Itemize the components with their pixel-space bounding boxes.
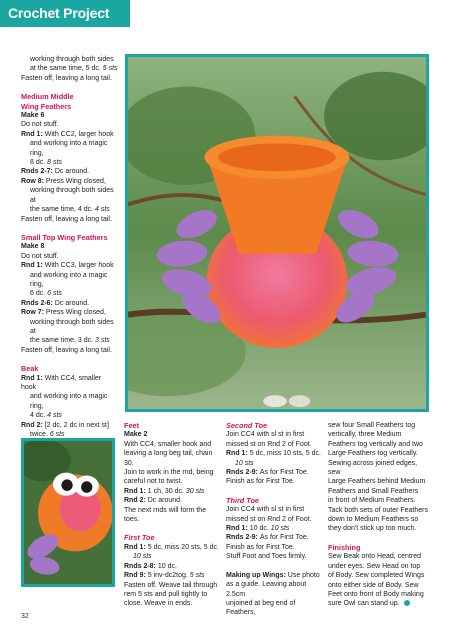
line-text: missed st on Rnd 2 of Foot. (226, 515, 312, 523)
page-number: 32 (21, 613, 29, 620)
pattern-line (124, 581, 220, 590)
pattern-line (21, 411, 118, 420)
pattern-line (226, 524, 321, 533)
round-label: Rnds 2-9: (226, 534, 260, 542)
line-text: Join CC4 with sl st in first (226, 506, 305, 514)
pattern-line (226, 552, 321, 561)
line-text: Fasten off, leaving a long tail. (21, 346, 112, 354)
pattern-line (21, 64, 118, 73)
pattern-line (21, 111, 118, 120)
line-text: 5 dc, miss 10 sts, 5 dc. (249, 450, 321, 458)
pattern-line (21, 299, 118, 308)
pattern-line (226, 515, 321, 524)
line-text: working through both sides at (30, 187, 114, 204)
line-text: 5 inv-dc2tog. (147, 572, 190, 580)
pattern-line (328, 440, 430, 449)
pattern-line (328, 421, 430, 430)
round-label: Rnd 1: (21, 262, 45, 270)
stitch-count: 10 sts (133, 553, 152, 561)
line-text: down to Medium Feathers so (328, 516, 419, 524)
line-text: Make 6 (21, 112, 45, 120)
section-heading (226, 421, 321, 430)
round-label: Rnd 1: (226, 525, 250, 533)
line-text: 8 dc. (30, 159, 48, 167)
pattern-line (226, 459, 321, 468)
pattern-line (124, 430, 220, 439)
pattern-line (328, 459, 430, 478)
pattern-line (124, 496, 220, 505)
end-mark-icon (404, 600, 410, 606)
pattern-line (21, 55, 118, 64)
line-text: Join CC4 with sl st in first (226, 431, 305, 439)
line-text: onto either side of Body. Sew (328, 581, 419, 589)
pattern-line (21, 177, 118, 186)
pattern-line (124, 571, 220, 580)
line-text: Join to work in the rnd, being (124, 469, 214, 477)
line-text: careful not to twist. (124, 478, 183, 486)
pattern-line (328, 515, 430, 524)
line-text: at the same time, 5 dc. (30, 65, 103, 73)
pattern-line (328, 430, 430, 439)
line-text: under eyes. Sew Head on top (328, 562, 421, 570)
line-text: Feathers and Small Feathers (328, 487, 419, 495)
line-text: Make 2 (124, 431, 148, 439)
pattern-line (124, 599, 220, 608)
line-text: Fasten off, leaving a long tail. (21, 215, 112, 223)
line-text: Fasten off, leaving a long tail. (21, 74, 112, 82)
line-text: Dc around. (147, 497, 182, 505)
round-label: Rnd 1: (21, 374, 45, 382)
pattern-line (226, 505, 321, 514)
round-label: Rnds 2-6: (21, 299, 55, 307)
line-text: Make 8 (21, 243, 45, 251)
pattern-line (226, 430, 321, 439)
line-text: Finish as for First Toe. (226, 543, 295, 551)
pattern-line (226, 571, 321, 580)
pattern-line (328, 496, 430, 505)
line-text: Large Feathers tog vertically. (328, 450, 418, 458)
line-text: Use photo (287, 571, 320, 579)
pattern-line (226, 449, 321, 458)
line-text: With CC4, smaller hook and (124, 440, 212, 448)
pattern-line (21, 336, 118, 345)
line-text: Feet (124, 421, 140, 430)
round-label: Rnd 2: (124, 497, 148, 505)
owl-photo-detail (21, 438, 115, 587)
pattern-line (124, 477, 220, 486)
round-label: Rnds 2-9: (226, 469, 260, 477)
pattern-line (21, 215, 118, 224)
line-text: With CC2, larger hook (44, 130, 114, 138)
line-text: they don't stick up too much. (328, 525, 417, 533)
pattern-line (21, 158, 118, 167)
line-text: Finish as for First Toe. (226, 478, 295, 486)
section-heading (328, 543, 430, 552)
line-text: [2 dc, 2 dc in next st] (44, 421, 109, 429)
round-label: Row 7: (21, 309, 46, 317)
paragraph-gap (226, 562, 321, 571)
line-text: Press Wing closed, (45, 177, 106, 185)
owl-photo-main (125, 54, 429, 412)
stitch-count: 6 sts (49, 431, 65, 439)
stitch-count: 8 sts (47, 159, 62, 167)
line-text: Tack both sets of outer Feathers (328, 506, 428, 514)
line-text: Beak (21, 364, 39, 374)
line-text: 1 ch, 30 dc. (147, 487, 186, 495)
pattern-column-2 (124, 421, 220, 609)
line-text: As for First Toe. (259, 469, 309, 477)
line-text: Do not stuff. (21, 121, 59, 129)
pattern-line (328, 581, 430, 590)
line-text: Do not stuff. (21, 252, 59, 260)
line-text: Dc around. (54, 168, 90, 176)
pattern-line (21, 130, 118, 139)
paragraph-gap (21, 224, 118, 233)
line-text: 10 dc. (249, 525, 271, 533)
round-label: Rnd 9: (124, 572, 148, 580)
pattern-line (21, 167, 118, 176)
paragraph-gap (328, 534, 430, 543)
line-text: Small Top Wing Feathers (21, 232, 108, 242)
line-text: in front of Medium Feathers. (328, 497, 416, 505)
round-label: Rnds 2-8: (124, 562, 158, 570)
line-text: as a guide. Leaving about 2.5cm (226, 581, 307, 598)
pattern-line (328, 599, 430, 608)
line-text: missed st on Rnd 2 of Foot. (226, 440, 312, 448)
line-text: Medium Middle (21, 92, 74, 102)
round-label: Rnd 2: (21, 421, 45, 429)
pattern-line (124, 468, 220, 477)
line-text: working through both sides at (30, 318, 114, 335)
line-text: the same time, 4 dc. (30, 206, 95, 214)
paragraph-gap (226, 487, 321, 496)
pattern-line (21, 346, 118, 355)
line-text: Wing Feathers (21, 101, 72, 111)
pattern-line (328, 562, 430, 571)
round-label: Rnd 1: (226, 450, 250, 458)
line-text: Feathers tog vertically and two (328, 440, 423, 448)
section-title: Crochet Project (8, 5, 110, 21)
line-text: unjoined at beg end of Feathers, (226, 599, 296, 617)
line-text: Stuff Foot and Toes firmly. (226, 553, 307, 561)
pattern-line (124, 562, 220, 571)
stitch-count: 10 sts (235, 459, 254, 467)
section-heading (124, 533, 220, 542)
pattern-line (21, 308, 118, 317)
pattern-line (226, 543, 321, 552)
pattern-line (124, 487, 220, 496)
pattern-line (226, 440, 321, 449)
line-text: With CC4, smaller hook (21, 374, 102, 391)
line-text: As for First Toe. (259, 534, 309, 542)
pattern-line (21, 261, 118, 270)
pattern-line (328, 487, 430, 496)
round-label: Rnd 1: (124, 487, 148, 495)
line-text: First Toe (124, 533, 155, 543)
pattern-line (21, 421, 118, 430)
pattern-line (21, 242, 118, 251)
line-text: and working into a magic ring, (30, 140, 108, 157)
line-text: and working into a magic ring, (30, 271, 108, 288)
pattern-line (21, 271, 118, 290)
pattern-line (124, 440, 220, 449)
round-label: Row 8: (21, 177, 46, 185)
line-text: 5 dc, miss 20 sts, 5 dc. (147, 543, 219, 551)
pattern-line (21, 318, 118, 337)
pattern-line (21, 374, 118, 393)
pattern-line (21, 74, 118, 83)
round-label: Rnds 2-7: (21, 168, 55, 176)
pattern-line (226, 468, 321, 477)
pattern-line (328, 552, 430, 561)
pattern-line (21, 186, 118, 205)
pattern-line (328, 506, 430, 515)
pattern-line (21, 120, 118, 129)
section-heading (21, 233, 118, 242)
section-header (0, 0, 130, 27)
round-label: Rnd 1: (124, 543, 148, 551)
stitch-count: 30 sts (185, 487, 205, 495)
line-text: Third Toe (226, 495, 259, 505)
section-heading (21, 92, 118, 101)
section-heading (21, 364, 118, 373)
pattern-line (124, 590, 220, 599)
pattern-line (21, 392, 118, 411)
stitch-count: 5 sts (102, 65, 118, 73)
pattern-line (328, 524, 430, 533)
stitch-count: 10 sts (270, 525, 290, 533)
paragraph-gap (21, 355, 118, 364)
line-text: vertically, three Medium (328, 431, 402, 439)
pattern-line (328, 590, 430, 599)
pattern-line (226, 599, 321, 618)
line-text: Dc around. (54, 299, 90, 307)
pattern-line (21, 205, 118, 214)
pattern-line (124, 543, 220, 552)
pattern-line (21, 139, 118, 158)
stitch-count: 4 sts (47, 412, 62, 420)
line-text: the same time, 3 dc. (30, 337, 95, 345)
section-heading (226, 496, 321, 505)
paragraph-gap (124, 524, 220, 533)
pattern-line (226, 477, 321, 486)
round-label: Rnd 1: (21, 130, 45, 138)
line-text: Sewing across joined edges, sew (328, 459, 418, 477)
line-text: The next rnds will form the toes. (124, 506, 207, 524)
pattern-line (226, 580, 321, 599)
paragraph-gap (21, 83, 118, 92)
pattern-column-4 (328, 421, 430, 609)
stitch-count: 5 sts (189, 572, 205, 580)
section-heading (21, 102, 118, 111)
line-text: sew four Small Feathers tog (328, 422, 416, 429)
line-text: Sew Beak onto Head, centred (328, 553, 422, 561)
pattern-line (21, 252, 118, 261)
line-text: working through both sides (30, 56, 114, 63)
line-text: 4 dc. (30, 412, 48, 420)
pattern-line (21, 289, 118, 298)
line-text: and working into a magic ring, (30, 393, 108, 410)
line-text: rem 5 sts and pull tightly to (124, 590, 208, 598)
pattern-line (328, 477, 430, 486)
line-text: Large Feathers behind Medium (328, 478, 426, 486)
line-text: Fasten off. Weave tail through (124, 581, 218, 589)
stitch-count: 6 sts (47, 290, 62, 298)
pattern-line (328, 571, 430, 580)
pattern-line (124, 449, 220, 468)
pattern-column-3 (226, 421, 321, 618)
pattern-line (124, 506, 220, 525)
line-text: twice. (30, 431, 50, 439)
line-text: Finishing (328, 542, 361, 552)
line-text: of Body. Sew completed Wings (328, 572, 425, 580)
line-text: Press Wing closed, (45, 309, 106, 317)
line-text: sure Owl can stand up. (328, 600, 402, 608)
line-text: close. Weave in ends. (124, 600, 193, 608)
pattern-line (124, 552, 220, 561)
round-label: Making up Wings: (226, 571, 288, 579)
line-text: 6 dc. (30, 290, 48, 298)
stitch-count: 3 sts (94, 337, 110, 345)
line-text: 10 dc. (157, 562, 177, 570)
pattern-column-1 (21, 55, 118, 496)
pattern-line (226, 533, 321, 542)
stitch-count: 4 sts (94, 206, 110, 214)
pattern-line (328, 449, 430, 458)
line-text: Feet onto front of Body making (328, 590, 424, 598)
line-text: With CC3, larger hook (44, 262, 114, 270)
line-text: Second Toe (226, 421, 268, 430)
line-text: leaving a long beg tail, chain 30. (124, 450, 213, 467)
section-heading (124, 421, 220, 430)
